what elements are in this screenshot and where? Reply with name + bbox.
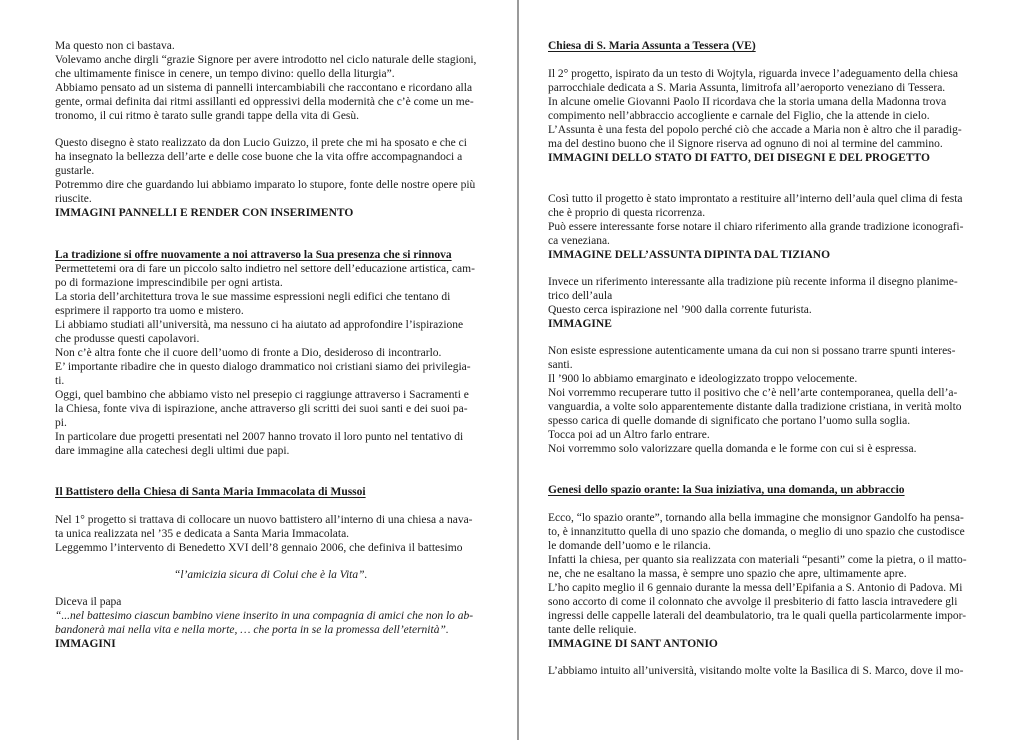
text-line: le domande dell’uomo e le rilancia. — [548, 540, 711, 552]
text-line: Abbiamo pensato ad un sistema di pannelli intercambiabili che raccontano e ricordano alla — [55, 82, 473, 94]
text-line: che ultimamente finisce in cenere, un tempo divino: quello della liturgia”. — [55, 68, 395, 80]
text-line: Può essere interessante forse notare il chiaro riferimento alla grande tradizione iconografi- — [548, 221, 964, 233]
text-line: ingressi delle cappelle laterali del deambulatorio, tra le quali quella particolarmente impor- — [548, 610, 967, 622]
text-line: Invece un riferimento interessante alla tradizione più recente informa il disegno planime- — [548, 276, 958, 288]
text-line: Questo disegno è stato realizzato da don Lucio Guizzo, il prete che mi ha sposato e che ci — [55, 137, 467, 149]
text-line: che è proprio di questa ricorrenza. — [548, 207, 706, 219]
text-line: pi. — [55, 417, 67, 429]
image-caption: IMMAGINI PANNELLI E RENDER CON INSERIMENTO — [55, 207, 354, 219]
text-line: che produsse questi capolavori. — [55, 333, 200, 345]
text-line: po di formazione imprescindibile per ogni artista. — [55, 277, 283, 289]
text-line: Infatti la chiesa, per quanto sia realizzata con materiali “pesanti” come la pietra, o il matto- — [548, 554, 967, 566]
text-line: Noi vorremmo solo valorizzare quella domanda e le forme con cui si è espressa. — [548, 443, 917, 455]
text-line: Volevamo anche dirgli “grazie Signore per avere introdotto nel ciclo naturale delle stagioni, — [55, 54, 477, 66]
text-line: gente, ormai definita dai ritmi assillanti ed oppressivi della modernità che c’è come un me- — [55, 96, 474, 108]
text-line: Nel 1° progetto si trattava di collocare un nuovo battistero all’interno di una chiesa a nava- — [55, 514, 473, 526]
text-line: tronomo, il cui ritmo è tarato sulle grandi tappe della vita di Gesù. — [55, 110, 360, 122]
section-heading: Il Battistero della Chiesa di Santa Maria Immacolata di Mussoi — [55, 486, 366, 498]
text-line: spesso carica di quelle domande di significato che portano l’uomo sulla soglia. — [548, 415, 911, 427]
text-line: ma del destino buono che il Signore riserva ad ognuno di noi al termine del cammino. — [548, 138, 943, 150]
text-line: Ma questo non ci bastava. — [55, 40, 175, 52]
text-line: gustarle. — [55, 165, 95, 177]
text-line: Ecco, “lo spazio orante”, tornando alla bella immagine che monsignor Gandolfo ha pensa- — [548, 512, 964, 524]
right-page — [520, 0, 1024, 740]
image-caption: IMMAGINI DELLO STATO DI FATTO, DEI DISEGNI E DEL PROGETTO — [548, 152, 930, 164]
text-line: La storia dell’architettura trova le sue massime espressioni negli edifici che tentano di — [55, 291, 451, 303]
text-line: santi. — [548, 359, 573, 371]
text-line: Tocca poi ad un Altro farlo entrare. — [548, 429, 710, 441]
text-line: parrocchiale dedicata a S. Maria Assunta, limitrofa all’aeroporto veneziano di Tessera. — [548, 82, 946, 94]
text-line: dare immagine alla catechesi degli ultimi due papi. — [55, 445, 290, 457]
section-heading: Chiesa di S. Maria Assunta a Tessera (VE) — [548, 40, 756, 52]
text-line: Permettetemi ora di fare un piccolo salto indietro nel settore dell’educazione artistica, cam- — [55, 263, 475, 275]
quote: “l’amicizia sicura di Colui che è la Vita”. — [174, 569, 368, 581]
text-line: Il ’900 lo abbiamo emarginato e ideologizzato troppo velocemente. — [548, 373, 858, 385]
image-caption: IMMAGINI — [55, 638, 116, 650]
text-line: L’abbiamo intuito all’università, visitando molte volte la Basilica di S. Marco, dove il mo- — [548, 665, 964, 677]
text-line: In alcune omelie Giovanni Paolo II ricordava che la storia umana della Madonna trova — [548, 96, 947, 108]
text-line: Noi vorremmo recuperare tutto il positivo che c’è nell’arte contemporanea, quella dell’a- — [548, 387, 958, 399]
text-line: trico dell’aula — [548, 290, 613, 302]
quote: bandonerà mai nella vita e nella morte, … che porta in se la promessa dell’eternità”. — [55, 624, 449, 636]
text-line: L’ho capito meglio il 6 gennaio durante la messa dell’Epifania a S. Antonio di Padova. Mi — [548, 582, 963, 594]
text-line: ti. — [55, 375, 65, 387]
text-line: Il 2° progetto, ispirato da un testo di Wojtyla, riguarda invece l’adeguamento della chiesa — [548, 68, 958, 80]
image-caption: IMMAGINE DI SANT ANTONIO — [548, 638, 718, 650]
text-line: L’Assunta è una festa del popolo perché ciò che accade a Maria non è altro che il paradig- — [548, 124, 962, 136]
text-line: ha insegnato la bellezza dell’arte e delle cose buone che la vita offre accompagnandoci a — [55, 151, 463, 163]
text-line: ne, che ne esaltano la massa, è sempre uno spazio che apre, ultimamente apre. — [548, 568, 907, 580]
text-line: esprimere il rapporto tra uomo e mistero. — [55, 305, 244, 317]
text-line: Li abbiamo studiati all’università, ma nessuno ci ha aiutato ad approfondire l’ispirazione — [55, 319, 464, 331]
text-line: ca veneziana. — [548, 235, 610, 247]
text-line: Diceva il papa — [55, 596, 122, 608]
text-line: la Chiesa, fonte viva di ispirazione, anche attraverso gli scritti dei suoi santi e dei suoi pa- — [55, 403, 468, 415]
image-caption: IMMAGINE DELL’ASSUNTA DIPINTA DAL TIZIANO — [548, 249, 831, 261]
text-line: compimento nell’abbraccio accogliente e carnale del Figlio, che la attende in cielo. — [548, 110, 930, 122]
text-line: E’ importante ribadire che in questo dialogo drammatico noi cristiani siamo dei privilegia- — [55, 361, 471, 373]
text-line: vanguardia, a volte solo apparentemente distante dalla tradizione cristiana, in verità molto — [548, 401, 962, 413]
text-line: tante delle reliquie. — [548, 624, 637, 636]
text-line: Così tutto il progetto è stato improntato a restituire all’interno dell’aula quel clima di festa — [548, 193, 963, 205]
text-line: Non c’è altra fonte che il cuore dell’uomo di fronte a Dio, desideroso di incontrarlo. — [55, 347, 442, 359]
text-line: sono accorto di come il colonnato che avvolge il presbiterio di fatto lascia intravedere gli — [548, 596, 958, 608]
text-line: Non esiste espressione autenticamente umana da cui non si possano trarre spunti interes- — [548, 345, 956, 357]
text-line: In particolare due progetti presentati nel 2007 hanno trovato il loro punto nel tentativo di — [55, 431, 464, 443]
text-line: ta unica realizzata nel ’35 e dedicata a Santa Maria Immacolata. — [55, 528, 350, 540]
section-heading: Genesi dello spazio orante: la Sua iniziativa, una domanda, un abbraccio — [548, 484, 905, 496]
text-line: Questo cerca ispirazione nel ’900 dalla corrente futurista. — [548, 304, 812, 316]
text-line: Oggi, quel bambino che abbiamo visto nel presepio ci raggiunge attraverso i Sacramenti e — [55, 389, 469, 401]
text-line: Leggemmo l’intervento di Benedetto XVI dell’8 gennaio 2006, che definiva il battesimo — [55, 542, 463, 554]
section-heading: La tradizione si offre nuovamente a noi attraverso la Sua presenza che si rinnova — [55, 249, 452, 261]
page-divider — [517, 0, 519, 740]
quote: “...nel battesimo ciascun bambino viene inserito in una compagnia di amici che non lo ab- — [55, 610, 474, 622]
text-line: riuscite. — [55, 193, 92, 205]
text-line: Potremmo dire che guardando lui abbiamo imparato lo stupore, fonte delle nostre opere più — [55, 179, 476, 191]
image-caption: IMMAGINE — [548, 318, 612, 330]
text-line: to, è innanzitutto quella di uno spazio che domanda, o meglio di uno spazio che custodisce — [548, 526, 965, 538]
